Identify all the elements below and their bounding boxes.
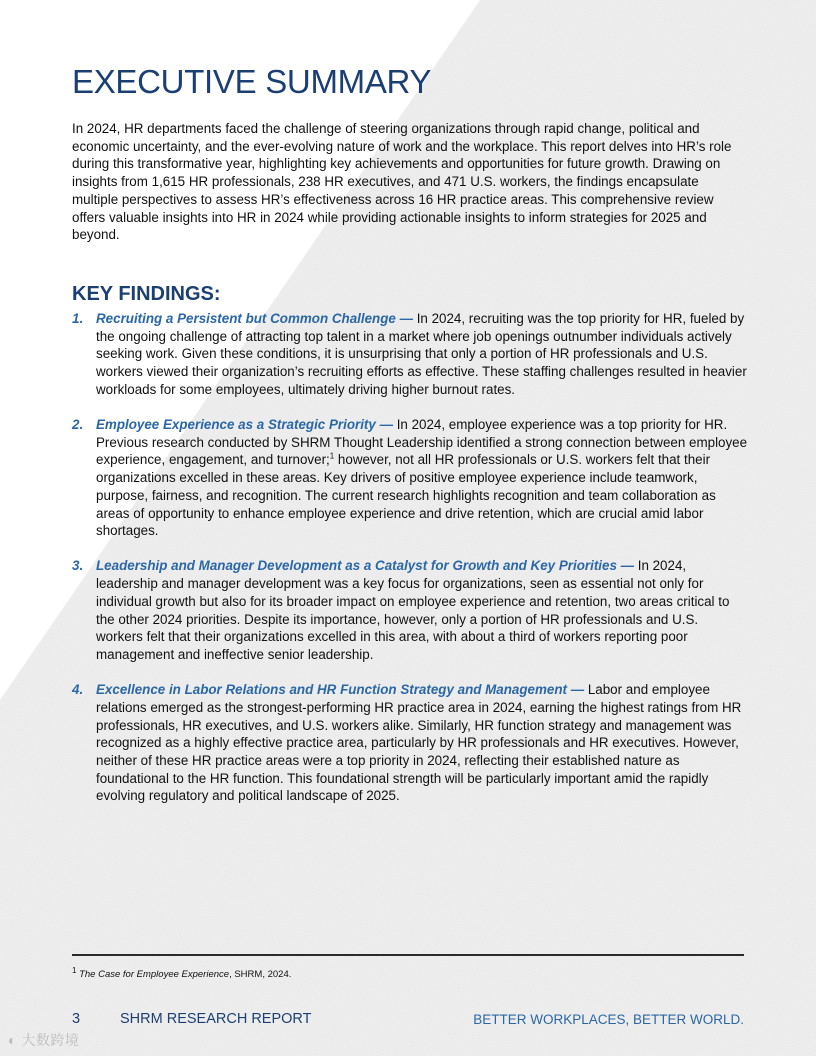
watermark-logo-icon: ◐ [8,1032,17,1048]
footnote-divider [72,954,744,956]
footer-left [72,1010,311,1028]
finding-lead: Employee Experience as a Strategic Priority — [96,417,393,433]
finding-text: In 2024, recruiting was the top priority for HR, fueled by the ongoing challenge of attracting top talent in a market where job openings outnumber individuals actively seeking work. Given these conditions, it is unsurprising that only a portion of HR professionals and U.S. workers viewed their organization’s recruiting efforts as effective. These staffing challenges resulted in heavier workloads for some employees, ultimately driving higher burnout rates. [96,311,747,397]
finding-lead: Recruiting a Persistent but Common Challenge — [96,311,413,326]
page-title: EXECUTIVE SUMMARY [72,63,432,100]
finding-number: 4. [72,682,84,698]
page-number: 3 [72,1011,81,1027]
footnote-title: The Case for Employee Experience [79,969,230,980]
key-findings-heading: KEY FINDINGS: [72,283,221,305]
finding-lead: Excellence in Labor Relations and HR Function Strategy and Management — [96,682,585,698]
footnote-reference[interactable]: 1 [329,451,335,461]
finding-number: 2. [72,417,84,433]
finding-item [72,681,748,805]
finding-number: 3. [72,558,84,574]
watermark-text: 大数跨境 [21,1032,80,1048]
footnote-source: , SHRM, 2024. [229,969,292,980]
finding-item [72,416,748,540]
finding-text-continued: however, not all HR professionals or U.S. workers felt that their organizations excelled in these areas. Key drivers of positive employee experience include teamwork, purpose, fairness, and recognition. The current research highlights recognition and team collaboration as areas of opportunity to enhance employee experience and drive retention, which are crucial amid labor shortages. [96,452,716,539]
footer-tagline: BETTER WORKPLACES, BETTER WORLD. [473,1012,744,1027]
intro-paragraph: In 2024, HR departments faced the challenge of steering organizations through rapid change, political and economic uncertainty, and the ever-evolving nature of work and the workplace. This report delves into HR’s role during this transformative year, highlighting key achievements and opportunities for future growth. Drawing on insights from 1,615 HR professionals, 238 HR executives, and 471 U.S. workers, the findings encapsulate multiple perspectives to assess HR’s effectiveness across 16 HR practice areas. This comprehensive review offers valuable insights into HR in 2024 while providing actionable insights to inform strategies for 2025 and beyond. [72,121,732,243]
finding-lead: Leadership and Manager Development as a Catalyst for Growth and Key Priorities — [96,558,634,574]
footnote [72,965,292,981]
finding-item [72,557,748,663]
finding-text: In 2024, leadership and manager development was a key focus for organizations, seen as essential not only for individual growth but also for its broader impact on employee experience and retention, two areas critical to the other 2024 priorities. Despite its importance, however, only a portion of HR professionals and U.S. workers felt that their organizations excelled in this area, with about a third of workers reporting poor management and ineffective senior leadership. [96,558,730,662]
finding-item [72,310,748,399]
finding-text: Labor and employee relations emerged as the strongest-performing HR practice area in 2024, earning the highest ratings from HR professionals, HR executives, and U.S. workers alike. Similarly, HR function strategy and management was recognized as a highly effective practice area, particularly by HR professionals and HR executives. However, neither of these HR practice areas were a top priority in 2024, reflecting their established nature as foundational to the HR function. This foundational strength will be particularly important amid the rapidly evolving regulatory and political landscape of 2025. [96,682,742,804]
footnote-mark: 1 [72,965,77,975]
watermark [8,1030,79,1050]
finding-text: In 2024, employee experience was a top priority for HR. Previous research conducted by SHRM Thought Leadership identified a strong connection between employee experience, engagement, and turnover; [96,417,748,468]
key-findings-list [72,310,748,805]
finding-number: 1. [72,311,84,326]
report-name: SHRM RESEARCH REPORT [120,1011,312,1027]
